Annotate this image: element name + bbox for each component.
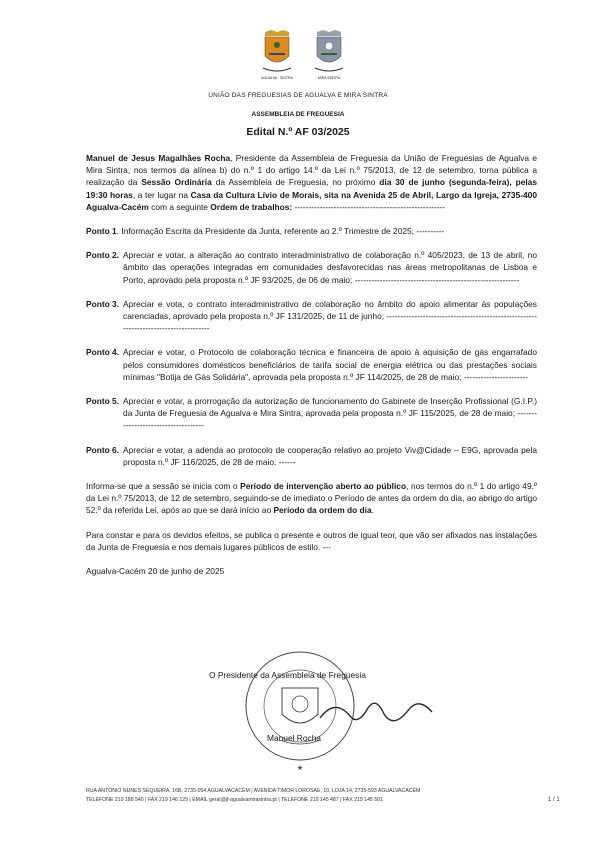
agenda-point [86,298,537,335]
intro-text-4: com a seguinte [148,201,211,212]
intro-text-3: , a ter lugar na [132,189,191,200]
svg-text:★: ★ [296,765,304,772]
footer-address: RUA ANTÓNIO NUNES SEQUEIRA, 16B, 2735-054 AGUALVACACÉM | AVENIDA TIMOR LOROSAE, 10, LOJA 14, 2735-593 AGUALVACACÉM [86,788,421,794]
official-seal-icon [200,648,500,778]
point-label: Ponto 4. [86,347,120,358]
session-date: dia 30 de junho (segunda-feira), pelas 19:30 horas [86,177,538,200]
closing-paragraph: Para constar e para os devidos efeitos, se publica o presente e outros de igual teor, que vão ser afixados nas instalações da Junta de Freguesia e nos demais lugares públicos de estilo. --- [86,529,537,552]
agenda-point [86,346,537,383]
intro-text-5: ------------------------------------------------------ [292,201,446,212]
page-number: 1 / 1 [548,797,560,803]
agualva-crest-icon [263,30,291,71]
public-period: Período de intervenção aberto ao público [240,481,407,492]
document-body [86,152,537,589]
info-paragraph [86,480,537,517]
point-text: Apreciar e votar, a adenda ao protocolo de cooperação relativo ao projeto Viv@Cidade – E9G, aprovada pela proposta n.º JF 116/2025, de 28 de maio. ------ [123,444,537,467]
agenda-point [86,395,537,432]
point-text: Apreciar e votar, a prorrogação da autorização de funcionamento do Gabinete de Inserção Profissional (G.I.P.) da Junta de Freguesia de Agualva e Mira Sintra, aprovada pela proposta n.º JF 115/2025, de 28 de maio; ------------------------------------ [123,396,537,431]
point-label: Ponto 1 [86,226,117,237]
agenda-heading: Ordem de trabalhos: [210,201,293,212]
agenda-point [86,249,537,286]
crests-image [255,30,350,82]
signature-stamp [200,648,500,778]
signature-title: O Presidente da Assembleia de Freguesia [209,670,366,680]
session-type: Sessão Ordinária [141,177,212,188]
union-name: UNIÃO DAS FREGUESIAS DE AGUALVA E MIRA SINTRA [208,92,388,99]
assembly-name: ASSEMBLEIA DE FREGUESIA [251,111,345,118]
point-text: Apreciar e votar, o Protocolo de colaboração técnica e financeira de apoio à aquisição de gás engarrafado pelos consumidores domésticos beneficiários de tarifa social de energia elétrica ou das prestações sociais mínimas "Botija de Gás Solidária", aprovada pela proposta n.º JF 114/2025, de 28 de maio; ----------------------- [123,347,537,382]
footer [86,787,546,805]
handwritten-signature-icon [320,703,432,721]
document-title: Edital N.º AF 03/2025 [246,126,350,138]
agenda-period: Período da ordem do dia [273,505,372,516]
point-label: Ponto 6. [86,444,120,455]
president-name: Manuel de Jesus Magalhães Rocha [86,153,231,163]
agenda-point [86,225,537,237]
info-text-2: , nos termos do n.º 1 do artigo 49.º da Lei n.º 75/2013, de 12 de setembro, seguindo-se de imediato o Período de antes da ordem do dia, ao abrigo do artigo 52.º da referida Lei, após ao que se dará início ao [86,481,537,516]
point-text: Apreciar e votar, a alteração ao contrato interadministrativo de colaboração n.º 405/2023, de 13 de abril, no âmbito das operações integradas em comunidades desfavorecidas nas áreas metropolitanas de Lisboa e Porto, aprovado pela proposta n.º JF 93/2025, de 06 de maio; ----------------------------------------------------------- [123,250,537,285]
info-text-1: Informa-se que a sessão se inicia com o [86,481,241,492]
point-label: Ponto 3. [86,298,120,309]
point-label: Ponto 2. [86,250,120,261]
intro-text-2: da Assembleia de Freguesia, no próximo [211,177,380,188]
mira-sintra-crest-icon [315,30,343,71]
point-text: Apreciar e vota, o contrato interadministrativo de colaboração no âmbito do apoio alimentar às populações carenciadas, aprovado pela proposta n.º JF 131/2025, de 11 de junho; ------------------------------------------------------------------------------------- [123,298,537,334]
crest-right-caption: MIRA SINTRA [317,76,341,80]
point-text: . Informação Escrita da Presidente da Junta, referente ao 2.º Trimestre de 2025; ---------- [116,226,445,237]
signature-name: Manuel Rocha [267,733,322,743]
parish-crests [255,30,350,82]
session-place: Casa da Cultura Lívio de Morais, sita na Avenida 25 de Abril, Largo da Igreja, 2735-400 Agualva-Cacém [86,189,537,212]
intro-text-1: , Presidente da Assembleia de Freguesia da União de Freguesias de Agualva e Mira Sintra, nos termos da alínea b) do n.º 1 do artigo 14.º da Lei n.º 75/2013, de 12 de setembro, torna pública a realização da [86,153,537,188]
intro-paragraph [86,152,537,213]
info-text-3: . [371,505,374,516]
point-label: Ponto 5. [86,396,120,407]
footer-contacts: TELEFONE 219 188 540 | FAX 219 146 129 | EMAIL geral@jf-agualvamirasintra.pt | TELEFONE 219 145 487 | FAX 219 145 501 [86,797,384,803]
place-date: Agualva-Cacém 20 de junho de 2025 [86,566,225,577]
crest-left-caption: AGUALVA · SINTRA [261,76,293,80]
agenda-point [86,444,537,468]
